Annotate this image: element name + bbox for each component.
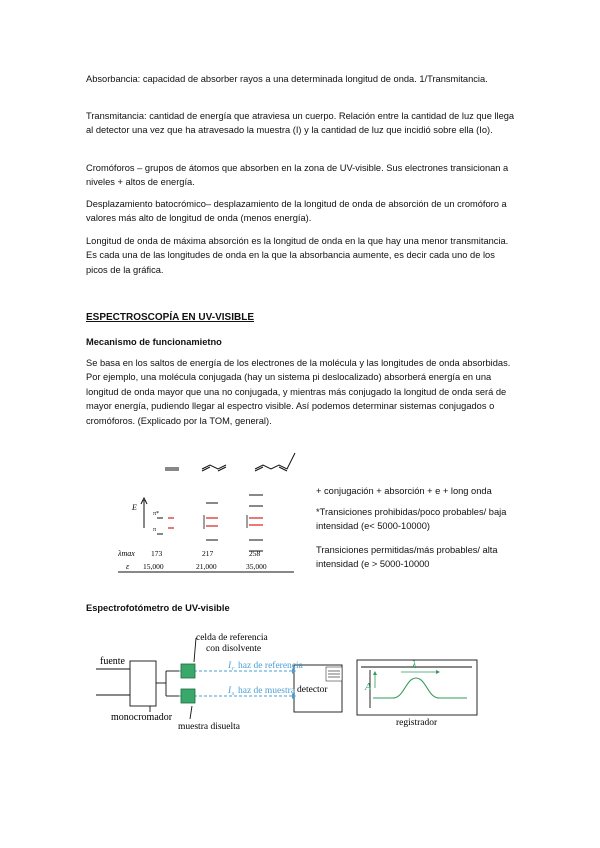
side-note-conjugacion: + conjugación + absorción + e + long onda — [316, 486, 492, 496]
absorption-curve — [373, 678, 467, 698]
ref-beam-symbol: I — [228, 661, 232, 671]
mechanism-paragraph: Se basa en los saltos de energía de los electrones de la molécula y las longitudes de onda absorbidas. Por ejemplo, una molécula conjugada (hay un sistema pi deslocalizado) absorberá energía en una longitud de onda mayor que una no conjugada, y mientras más conjugado la longitud de onda será de mayor energía, pudiendo llegar al espectro visible. Así podemos determinar sistemas conjugados o cromóforos. (Explicado por la TOM, general). — [86, 358, 511, 426]
label-fuente: fuente — [100, 656, 125, 667]
lambda-value-2: 217 — [202, 549, 214, 558]
recorder-absorbance: A — [365, 682, 372, 693]
paragraph-cromoforos: Cromóforos – grupos de átomos que absorben en la zona de UV-visible. Sus electrones transicionan a niveles + altos de energía. — [86, 163, 509, 188]
lambda-max-label: λmax — [118, 549, 135, 558]
section-title: ESPECTROSCOPÍA EN UV-VISIBLE — [86, 312, 254, 323]
sample-beam-text: haz de muestra — [238, 686, 295, 696]
epsilon-value-2: 21,000 — [196, 562, 217, 571]
sample-beam-symbol: I — [228, 686, 232, 696]
energy-level-diagram — [118, 448, 298, 578]
pi-star-label: π* — [153, 511, 160, 517]
label-muestra: muestra disuelta — [178, 722, 240, 732]
epsilon-value-1: 15,000 — [143, 562, 164, 571]
label-registrador: registrador — [396, 718, 438, 728]
pi-label: π — [153, 527, 157, 533]
ref-beam-subscript: r — [232, 666, 235, 672]
ref-beam-text: haz de referencia — [238, 661, 303, 671]
monochromator-box — [130, 661, 156, 706]
paragraph-absorbancia: Absorbancia: capacidad de absorber rayos a una determinada longitud de onda. 1/Transmitancia. — [86, 74, 488, 84]
epsilon-label: ε — [126, 562, 130, 571]
paragraph-transmitancia: Transmitancia: cantidad de energía que atraviesa un cuerpo. Relación entre la cantidad de luz que llega al detector una vez que ha atravesado la muestra (I) y la cantidad de luz que incidió sobre ella (Io). — [86, 111, 515, 136]
lambda-value-3: 258 — [249, 549, 261, 558]
paragraph-longitud-maxima: Longitud de onda de máxima absorción es la longitud de onda en la que hay una menor transmitancia. Es cada una de las longitudes de onda en la que la absorbancia aumente, es decir cada uno de los picos de la gráfica. — [86, 236, 509, 275]
label-celda-line1: celda de referencia — [196, 633, 268, 643]
sample-beam-subscript: s — [232, 691, 235, 697]
paragraph-batocromico: Desplazamiento batocrómico– desplazamiento de la longitud de onda de absorción de un cromóforo a valores más alto de longitud de onda (menos energía). — [86, 199, 507, 224]
subsection-title: Mecanismo de funcionamietno — [86, 337, 222, 347]
label-monocromador: monocromador — [111, 712, 173, 723]
side-note-prohibidas: *Transiciones prohibidas/poco probables/ baja intensidad (e< 5000-10000) — [316, 507, 507, 532]
side-note-permitidas: Transiciones permitidas/más probables/ alta intensidad (e > 5000-10000 — [316, 545, 498, 570]
sample-cell — [181, 689, 195, 703]
reference-cell — [181, 664, 195, 678]
label-detector: detector — [297, 685, 328, 695]
recorder-lambda: λ — [412, 660, 417, 671]
spectrophotometer-diagram — [86, 628, 500, 736]
label-celda-line2: con disolvente — [206, 644, 262, 654]
epsilon-value-3: 35,000 — [246, 562, 267, 571]
spectro-title: Espectrofotómetro de UV-visible — [86, 603, 230, 613]
lambda-value-1: 173 — [151, 549, 163, 558]
energy-axis-label: E — [132, 503, 137, 512]
